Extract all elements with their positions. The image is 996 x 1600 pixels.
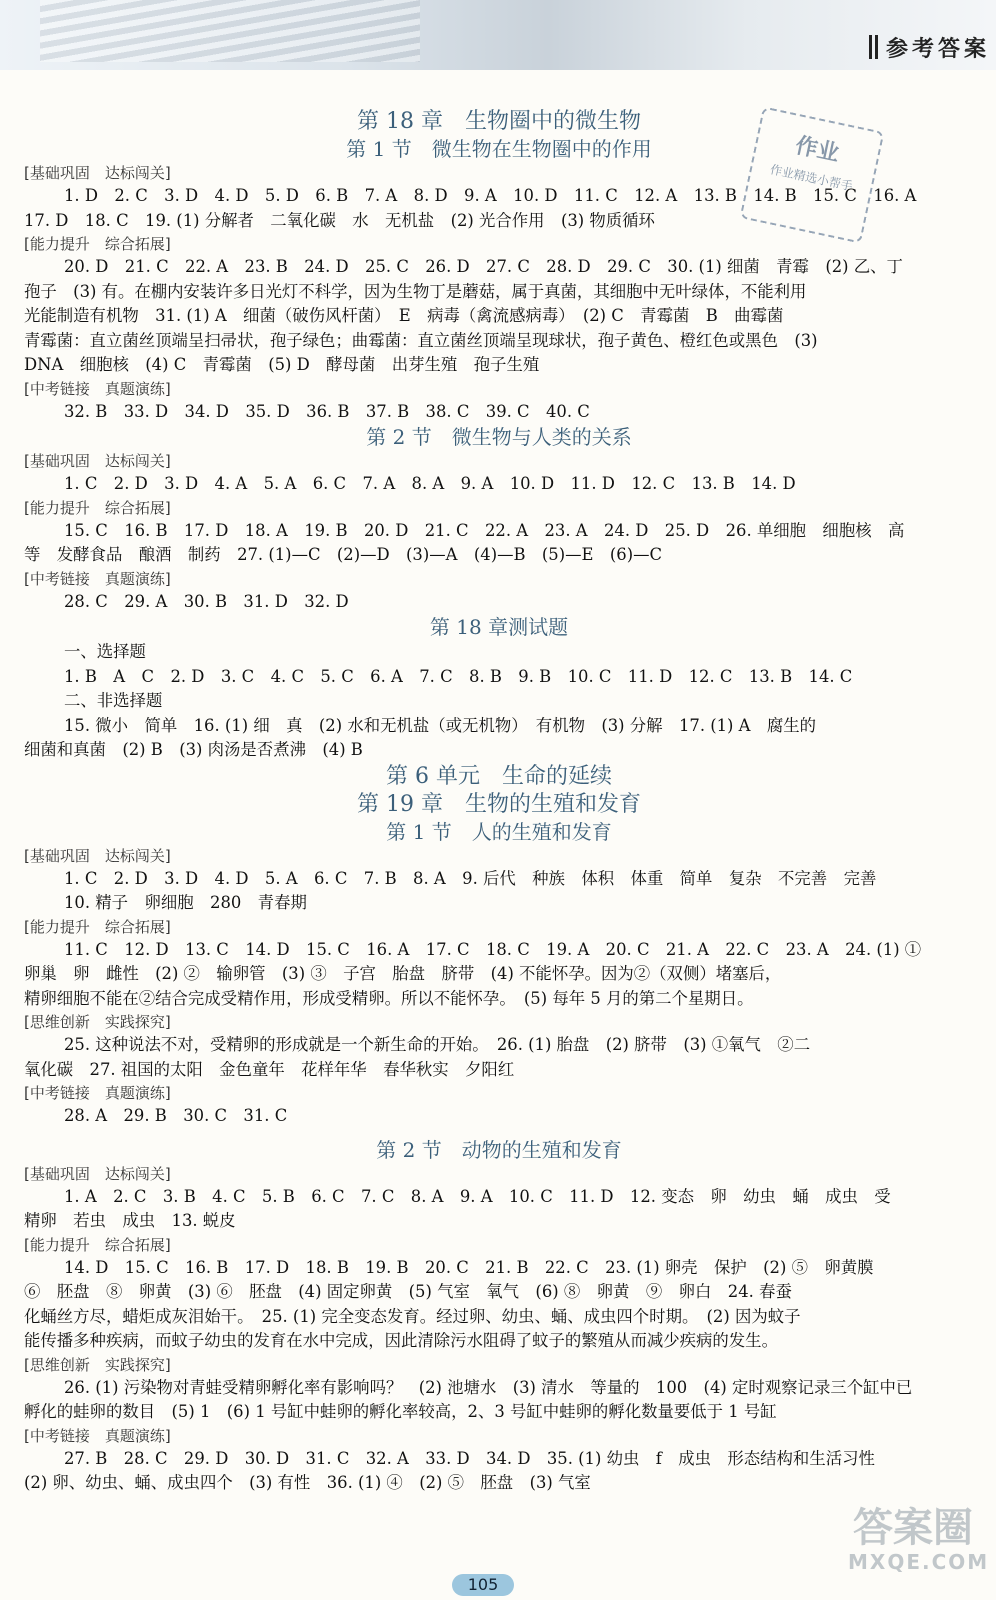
watermark-title: 答案圈 bbox=[853, 1505, 973, 1551]
header-label bbox=[869, 30, 990, 64]
answer-line: 青霉菌：直立菌丝顶端呈扫帚状，孢子绿色；曲霉菌：直立菌丝顶端呈现球状，孢子黄色、橙红色或黑色 (3) bbox=[24, 330, 818, 350]
section-tag: [基础巩固 达标闯关] bbox=[24, 164, 171, 182]
page-number: 105 bbox=[452, 1574, 514, 1596]
section-title: 第 2 节 动物的生殖和发育 bbox=[376, 1137, 622, 1162]
section-tag: [中考链接 真题演练] bbox=[24, 1426, 171, 1445]
answer-line: 孢子 (3) 有。在棚内安装许多日光灯不科学，因为生物丁是蘑菇，属于真菌，其细胞中无叶绿体，不能利用 bbox=[24, 281, 807, 301]
answer-content bbox=[24, 108, 974, 1496]
answer-line: 15. C 16. B 17. D 18. A 19. B 20. D 21. C 22. A 23. A 24. D 25. D 26. 单细胞 细胞核 高 bbox=[64, 520, 905, 540]
answer-line: 1. D 2. C 3. D 4. D 5. D 6. B 7. A 8. D 9. A 10. D 11. C 12. A 13. B 14. B 15. C 16. A bbox=[64, 186, 917, 205]
answer-line: 二、非选择题 bbox=[64, 691, 163, 710]
stamp-text: 作业 bbox=[793, 133, 842, 167]
section-tag: [基础巩固 达标闯关] bbox=[24, 1164, 171, 1183]
answer-line: 28. A 29. B 30. C 31. C bbox=[64, 1106, 288, 1125]
answer-line: 1. C 2. D 3. D 4. A 5. A 6. C 7. A 8. A 9. A 10. D 11. D 12. C 13. B 14. D bbox=[64, 474, 796, 493]
answer-line: 等 发酵食品 酿酒 制药 27. (1)—C (2)—D (3)—A (4)—B (5)—E (6)—C bbox=[24, 545, 663, 564]
answer-line: 28. C 29. A 30. B 31. D 32. D bbox=[64, 591, 349, 611]
section-tag: [能力提升 综合拓展] bbox=[24, 917, 171, 936]
section-tag: [基础巩固 达标闯关] bbox=[24, 846, 171, 865]
answer-line: 11. C 12. D 13. C 14. D 15. C 16. A 17. C 18. C 19. A 20. C 21. A 22. C 23. A 24. (1) ① bbox=[64, 939, 922, 959]
stamp-subtext: 作业精选小帮手 bbox=[768, 162, 854, 194]
answer-line: ⑥ 胚盘 ⑧ 卵黄 (3) ⑥ 胚盘 (4) 固定卵黄 (5) 气室 氧气 (6) ⑧ 卵黄 ⑨ 卵白 24. 春蚕 bbox=[24, 1282, 792, 1301]
answer-line: 细菌和真菌 (2) B (3) 肉汤是否煮沸 (4) B bbox=[24, 740, 363, 759]
answer-line: 1. B A C 2. D 3. C 4. C 5. C 6. A 7. C 8. B 9. B 10. C 11. D 12. C 13. B 14. C bbox=[64, 666, 853, 686]
answer-line: 10. 精子 卵细胞 280 青春期 bbox=[64, 893, 307, 912]
answer-line: 精卵 若虫 成虫 13. 蜕皮 bbox=[24, 1211, 236, 1230]
answer-line: 化蛹丝方尽，蜡炬成灰泪始干。 25. (1) 完全变态发育。经过卵、幼虫、蛹、成虫四个时期。 (2) 因为蚊子 bbox=[24, 1306, 801, 1326]
section-tag: [基础巩固 达标闯关] bbox=[24, 452, 171, 470]
section-tag: [中考链接 真题演练] bbox=[24, 569, 171, 588]
section-title: 第 1 节 微生物在生物圈中的作用 bbox=[346, 137, 652, 161]
answer-line: 17. D 18. C 19. (1) 分解者 二氧化碳 水 无机盐 (2) 光合作用 (3) 物质循环 bbox=[24, 210, 655, 230]
chapter-title: 第 6 单元 生命的延续 bbox=[386, 763, 612, 789]
answer-line: 能传播多种疾病，而蚊子幼虫的发育在水中完成，因此清除污水阻碍了蚊子的繁殖从而减少疾病的发生。 bbox=[24, 1331, 778, 1350]
answer-line: 20. D 21. C 22. A 23. B 24. D 25. C 26. D 27. C 28. D 29. C 30. (1) 细菌 青霉 (2) 乙、丁 bbox=[64, 257, 903, 276]
section-tag: [能力提升 综合拓展] bbox=[24, 1235, 171, 1254]
answer-line: 一、选择题 bbox=[64, 642, 146, 661]
section-tag: [中考链接 真题演练] bbox=[24, 379, 171, 398]
answer-line: 精卵细胞不能在②结合完成受精作用，形成受精卵。所以不能怀孕。 (5) 每年 5 月的第二个星期日。 bbox=[24, 988, 754, 1008]
answer-line: 25. 这种说法不对，受精卵的形成就是一个新生命的开始。 26. (1) 胎盘 (2) 脐带 (3) ①氧气 ②二 bbox=[64, 1035, 811, 1054]
section-title: 第 1 节 人的生殖和发育 bbox=[386, 819, 612, 844]
chapter-title: 第 18 章 生物圈中的微生物 bbox=[357, 109, 641, 134]
answer-line: 氧化碳 27. 祖国的太阳 金色童年 花样年华 春华秋实 夕阳红 bbox=[24, 1059, 515, 1079]
answer-line: 孵化的蛙卵的数目 (5) 1 (6) 1 号缸中蛙卵的孵化率较高，2、3 号缸中蛙卵的孵化数量要低于 1 号缸 bbox=[24, 1402, 777, 1421]
answer-line: 14. D 15. C 16. B 17. D 18. B 19. B 20. C 21. B 22. C 23. (1) 卵壳 保护 (2) ⑤ 卵黄膜 bbox=[64, 1257, 874, 1277]
section-tag: [能力提升 综合拓展] bbox=[24, 498, 171, 517]
section-tag: [思维创新 实践探究] bbox=[24, 1355, 171, 1374]
answer-line: DNA 细胞核 (4) C 青霉菌 (5) D 酵母菌 出芽生殖 孢子生殖 bbox=[24, 355, 540, 374]
watermark-url: MXQE.COM bbox=[848, 1550, 990, 1574]
header-band bbox=[0, 0, 996, 70]
answer-line: (2) 卵、幼虫、蛹、成虫四个 (3) 有性 36. (1) ④ (2) ⑤ 胚盘 (3) 气室 bbox=[24, 1473, 591, 1492]
answer-line: 32. B 33. D 34. D 35. D 36. B 37. B 38. C 39. C 40. C bbox=[64, 401, 590, 421]
section-tag: [思维创新 实践探究] bbox=[24, 1013, 171, 1031]
answer-line: 卵巢 卵 雌性 (2) ② 输卵管 (3) ③ 子宫 胎盘 脐带 (4) 不能怀孕。因为②（双侧）堵塞后， bbox=[24, 964, 782, 983]
answer-line: 15. 微小 简单 16. (1) 细 真 (2) 水和无机盐（或无机物） 有机物 (3) 分解 17. (1) A 腐生的 bbox=[64, 715, 817, 735]
chapter-title: 第 19 章 生物的生殖和发育 bbox=[357, 791, 641, 817]
answer-line: 27. B 28. C 29. D 30. D 31. C 32. A 33. D 34. D 35. (1) 幼虫 f 成虫 形态结构和生活习性 bbox=[64, 1448, 875, 1468]
answer-line: 1. A 2. C 3. B 4. C 5. B 6. C 7. C 8. A 9. A 10. C 11. D 12. 变态 卵 幼虫 蛹 成虫 受 bbox=[64, 1186, 891, 1206]
watermark-logo bbox=[848, 1505, 990, 1578]
answer-line: 光能制造有机物 31. (1) A 细菌（破伤风杆菌） E 病毒（禽流感病毒） (2) C 青霉菌 B 曲霉菌 bbox=[24, 306, 784, 325]
answer-line: 26. (1) 污染物对青蛙受精卵孵化率有影响吗？ (2) 池塘水 (3) 清水 等量的 100 (4) 定时观察记录三个缸中已 bbox=[64, 1377, 913, 1397]
section-title: 第 2 节 微生物与人类的关系 bbox=[366, 425, 632, 449]
answer-line: 1. C 2. D 3. D 4. D 5. A 6. C 7. B 8. A 9. 后代 种族 体积 体重 简单 复杂 不完善 完善 bbox=[64, 868, 877, 888]
section-title: 第 18 章测试题 bbox=[429, 615, 569, 639]
header-title: 参考答案 bbox=[885, 36, 990, 62]
section-tag: [能力提升 综合拓展] bbox=[24, 235, 171, 253]
header-bars-icon bbox=[869, 35, 878, 59]
section-tag: [中考链接 真题演练] bbox=[24, 1084, 171, 1102]
